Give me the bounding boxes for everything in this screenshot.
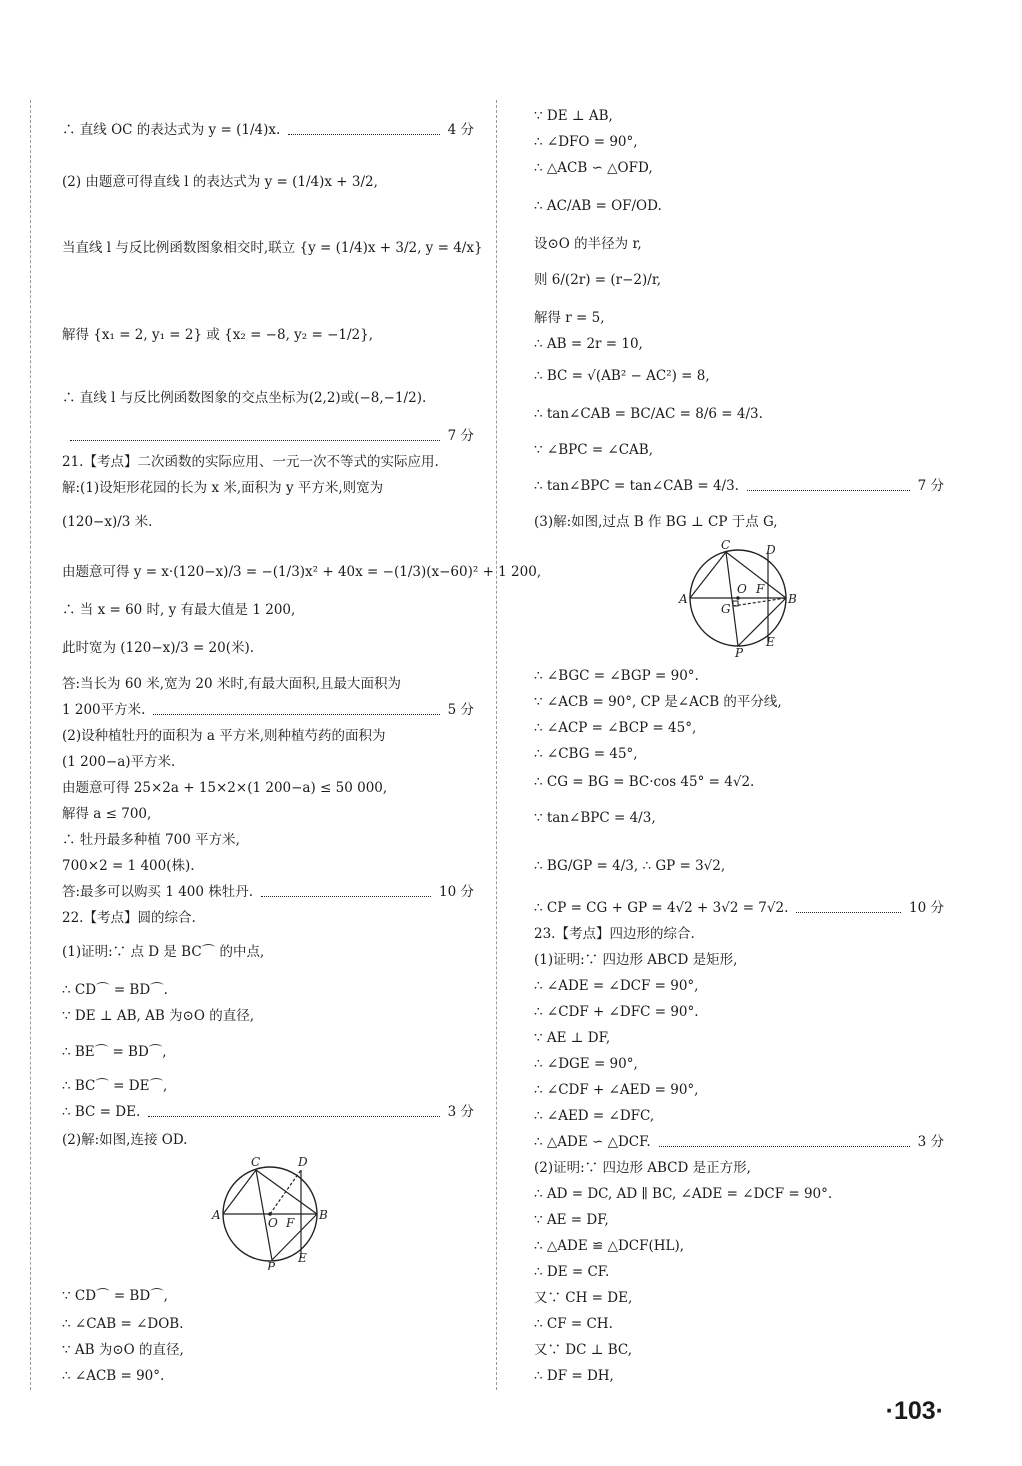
score-label: 5 分 bbox=[447, 702, 474, 718]
left-line-text: 由题意可得 25×2a + 15×2×(1 200−a) ≤ 50 000, bbox=[62, 780, 388, 796]
right-line-text: ∵ AE ⊥ DF, bbox=[534, 1030, 611, 1046]
left-line bbox=[62, 752, 474, 772]
right-line-text: ∴ ∠ACP = ∠BCP = 45°, bbox=[534, 720, 697, 736]
left-line-text: ∵ CD⌒ = BD⌒, bbox=[62, 1288, 168, 1304]
left-line-text: 此时宽为 (120−x)/3 = 20(米). bbox=[62, 640, 255, 656]
right-line bbox=[534, 404, 944, 424]
right-line bbox=[534, 976, 944, 996]
fig1-label-b: B bbox=[319, 1208, 328, 1222]
right-line-text: ∴ ∠DGE = 90°, bbox=[534, 1056, 638, 1072]
left-line bbox=[62, 600, 474, 620]
left-line-text: 解:(1)设矩形花园的长为 x 米,面积为 y 平方米,则宽为 bbox=[62, 480, 384, 496]
right-line bbox=[534, 308, 944, 328]
left-line-text: 答:最多可以购买 1 400 株牡丹. bbox=[62, 884, 254, 900]
right-line bbox=[534, 476, 944, 496]
circle-figure-1 bbox=[210, 1150, 330, 1270]
left-line bbox=[62, 172, 474, 192]
left-line-text: ∴ ∠ACB = 90°. bbox=[62, 1368, 165, 1384]
right-line-text: ∴ CP = CG + GP = 4√2 + 3√2 = 7√2. bbox=[534, 900, 789, 916]
right-line bbox=[534, 924, 944, 944]
left-line bbox=[62, 1286, 474, 1306]
right-line-text: ∴ CG = BG = BC·cos 45° = 4√2. bbox=[534, 774, 755, 790]
score-label: 7 分 bbox=[447, 428, 474, 444]
right-line bbox=[534, 1236, 944, 1256]
dot-leader bbox=[70, 440, 440, 441]
score-label: 3 分 bbox=[447, 1104, 474, 1120]
left-line-text: 解得 {x₁ = 2, y₁ = 2} 或 {x₂ = −8, y₂ = −1/2}, bbox=[62, 327, 374, 343]
right-line bbox=[534, 1262, 944, 1282]
right-line bbox=[534, 1158, 944, 1178]
left-line-text: ∴ BE⌒ = BD⌒, bbox=[62, 1044, 167, 1060]
left-line bbox=[62, 1366, 474, 1386]
left-line-text: (1 200−a)平方米. bbox=[62, 754, 176, 770]
dot-leader bbox=[747, 490, 910, 491]
right-line bbox=[534, 1366, 944, 1386]
left-line-text: 1 200平方米. bbox=[62, 702, 146, 718]
right-line-text: ∵ ∠BPC = ∠CAB, bbox=[534, 442, 654, 458]
right-line bbox=[534, 158, 944, 178]
page-number: ·103· bbox=[885, 1397, 944, 1425]
left-line-text: (2)设种植牡丹的面积为 a 平方米,则种植芍药的面积为 bbox=[62, 728, 386, 744]
circle-figure-2 bbox=[676, 538, 806, 658]
left-line bbox=[62, 562, 542, 582]
right-line bbox=[534, 334, 944, 354]
left-line bbox=[62, 942, 474, 962]
left-line-text: ∵ DE ⊥ AB, AB 为⊙O 的直径, bbox=[62, 1008, 255, 1024]
left-line bbox=[62, 1130, 474, 1150]
dot-leader bbox=[153, 714, 439, 715]
fig1-label-a: A bbox=[212, 1208, 221, 1222]
right-line bbox=[534, 744, 944, 764]
left-line-text: 21.【考点】二次函数的实际应用、一元一次不等式的实际应用. bbox=[62, 454, 439, 470]
right-line-text: ∴ △ADE ≌ △DCF(HL), bbox=[534, 1238, 685, 1254]
right-line-text: ∵ ∠ACB = 90°, CP 是∠ACB 的平分线, bbox=[534, 694, 782, 710]
left-line bbox=[62, 638, 474, 658]
left-line bbox=[62, 1042, 474, 1062]
dot-leader bbox=[288, 134, 439, 135]
right-line-text: ∴ tan∠CAB = BC/AC = 8/6 = 4/3. bbox=[534, 406, 763, 422]
right-line-text: ∴ ∠ADE = ∠DCF = 90°, bbox=[534, 978, 699, 994]
right-line bbox=[534, 1028, 944, 1048]
right-line bbox=[534, 1210, 944, 1230]
right-line bbox=[534, 1054, 944, 1074]
left-line bbox=[62, 830, 474, 850]
right-line-text: ∵ DE ⊥ AB, bbox=[534, 108, 613, 124]
right-line-text: ∴ ∠CDF + ∠AED = 90°, bbox=[534, 1082, 699, 1098]
right-line bbox=[534, 1106, 944, 1126]
right-line-text: ∴ △ACB ∽ △OFD, bbox=[534, 160, 653, 176]
left-line bbox=[62, 120, 474, 140]
right-line bbox=[534, 1288, 944, 1308]
left-line bbox=[62, 1102, 474, 1122]
left-line bbox=[62, 726, 474, 746]
fig1-label-c: C bbox=[251, 1155, 261, 1169]
left-line bbox=[62, 804, 474, 824]
left-line bbox=[62, 674, 474, 694]
left-line bbox=[62, 1314, 474, 1334]
right-line bbox=[534, 898, 944, 918]
left-line bbox=[62, 908, 474, 928]
right-line bbox=[534, 950, 944, 970]
right-line bbox=[534, 440, 944, 460]
column-divider bbox=[496, 100, 497, 1390]
left-line bbox=[62, 882, 474, 902]
score-label: 7 分 bbox=[917, 478, 944, 494]
fig2-label-b: B bbox=[788, 592, 797, 606]
right-line-text: ∴ AD = DC, AD ∥ BC, ∠ADE = ∠DCF = 90°. bbox=[534, 1186, 833, 1202]
right-line bbox=[534, 856, 944, 876]
right-line-text: ∵ AE = DF, bbox=[534, 1212, 609, 1228]
left-line bbox=[62, 388, 474, 408]
score-label: 10 分 bbox=[909, 900, 944, 916]
right-line bbox=[534, 270, 944, 290]
right-line-text: 则 6/(2r) = (r−2)/r, bbox=[534, 272, 662, 288]
right-line bbox=[534, 1002, 944, 1022]
left-line bbox=[62, 325, 474, 345]
left-line-text: ∴ 当 x = 60 时, y 有最大值是 1 200, bbox=[62, 602, 296, 618]
right-line bbox=[534, 808, 944, 828]
left-line bbox=[62, 1006, 474, 1026]
dot-leader bbox=[261, 896, 431, 897]
fig1-label-e: E bbox=[298, 1251, 307, 1265]
score-label: 4 分 bbox=[447, 122, 474, 138]
fig1-label-d: D bbox=[298, 1155, 308, 1169]
right-line-text: ∴ tan∠BPC = tan∠CAB = 4/3. bbox=[534, 478, 739, 494]
right-line-text: 解得 r = 5, bbox=[534, 310, 605, 326]
left-line-text: (2)解:如图,连接 OD. bbox=[62, 1132, 188, 1148]
right-line-text: ∴ ∠CDF + ∠DFC = 90°. bbox=[534, 1004, 699, 1020]
left-line bbox=[62, 478, 474, 498]
right-line-text: ∴ ∠BGC = ∠BGP = 90°. bbox=[534, 668, 699, 684]
right-line-text: ∴ BC = √(AB² − AC²) = 8, bbox=[534, 368, 710, 384]
fig2-label-c: C bbox=[721, 538, 731, 552]
right-line bbox=[534, 512, 944, 532]
right-line bbox=[534, 772, 944, 792]
right-line bbox=[534, 1314, 944, 1334]
right-line-text: ∴ BG/GP = 4/3, ∴ GP = 3√2, bbox=[534, 858, 726, 874]
fig2-label-d: D bbox=[766, 543, 776, 557]
fig1-label-o: O bbox=[268, 1216, 278, 1230]
fig1-label-f: F bbox=[286, 1216, 295, 1230]
left-line bbox=[62, 1076, 474, 1096]
dot-leader bbox=[796, 912, 901, 913]
fig2-label-a: A bbox=[679, 592, 688, 606]
left-line-text: 22.【考点】圆的综合. bbox=[62, 910, 196, 926]
right-line bbox=[534, 718, 944, 738]
left-line-text: ∴ BC = DE. bbox=[62, 1104, 141, 1120]
fig2-label-f: F bbox=[756, 582, 765, 596]
left-line bbox=[62, 700, 474, 720]
left-line-text: (1)证明:∵ 点 D 是 BC⌒ 的中点, bbox=[62, 944, 265, 960]
right-line bbox=[534, 106, 944, 126]
left-line bbox=[62, 452, 474, 472]
right-line-text: ∴ AB = 2r = 10, bbox=[534, 336, 643, 352]
right-line-text: 又∵ DC ⊥ BC, bbox=[534, 1342, 633, 1358]
right-line-text: ∴ ∠CBG = 45°, bbox=[534, 746, 638, 762]
right-line bbox=[534, 1184, 944, 1204]
left-line-text: 由题意可得 y = x·(120−x)/3 = −(1/3)x² + 40x = −(1/3)(x−60)² + 1 200, bbox=[62, 564, 542, 580]
right-line-text: (1)证明:∵ 四边形 ABCD 是矩形, bbox=[534, 952, 738, 968]
right-line-text: ∴ DF = DH, bbox=[534, 1368, 614, 1384]
right-line bbox=[534, 234, 944, 254]
right-line-text: (2)证明:∵ 四边形 ABCD 是正方形, bbox=[534, 1160, 751, 1176]
right-line-text: 23.【考点】四边形的综合. bbox=[534, 926, 695, 942]
right-line bbox=[534, 196, 944, 216]
fig2-label-o: O bbox=[737, 582, 747, 596]
fig1-label-p: P bbox=[267, 1260, 276, 1270]
left-line-text: ∴ CD⌒ = BD⌒. bbox=[62, 982, 168, 998]
right-line bbox=[534, 1132, 944, 1152]
fig2-label-g: G bbox=[721, 602, 731, 616]
right-line-text: ∵ tan∠BPC = 4/3, bbox=[534, 810, 656, 826]
fig2-label-e: E bbox=[766, 635, 775, 649]
right-line-text: ∴ △ADE ∽ △DCF. bbox=[534, 1134, 651, 1150]
left-line-text: ∴ 牡丹最多种植 700 平方米, bbox=[62, 832, 240, 848]
left-line-text: ∴ 直线 l 与反比例函数图象的交点坐标为(2,2)或(−8,−1/2). bbox=[62, 390, 427, 406]
right-line-text: ∴ ∠AED = ∠DFC, bbox=[534, 1108, 655, 1124]
right-line-text: ∴ AC/AB = OF/OD. bbox=[534, 198, 662, 214]
right-line bbox=[534, 692, 944, 712]
right-line bbox=[534, 1340, 944, 1360]
left-line bbox=[62, 1340, 474, 1360]
left-line-text: (120−x)/3 米. bbox=[62, 514, 153, 530]
right-line bbox=[534, 366, 944, 386]
right-line-text: ∴ ∠DFO = 90°, bbox=[534, 134, 638, 150]
left-line bbox=[62, 238, 483, 258]
left-line bbox=[62, 778, 474, 798]
left-line-text: ∵ AB 为⊙O 的直径, bbox=[62, 1342, 184, 1358]
right-line-text: ∴ DE = CF. bbox=[534, 1264, 610, 1280]
dot-leader bbox=[659, 1146, 910, 1147]
left-line-text: ∴ BC⌒ = DE⌒, bbox=[62, 1078, 168, 1094]
right-line-text: 又∵ CH = DE, bbox=[534, 1290, 633, 1306]
left-line-text: 答:当长为 60 米,宽为 20 米时,有最大面积,且最大面积为 bbox=[62, 676, 401, 692]
left-line-text: 当直线 l 与反比例函数图象相交时,联立 {y = (1/4)x + 3/2, y = 4/x} bbox=[62, 240, 483, 256]
left-line-text: ∴ ∠CAB = ∠DOB. bbox=[62, 1316, 184, 1332]
right-line-text: (3)解:如图,过点 B 作 BG ⊥ CP 于点 G, bbox=[534, 514, 778, 530]
score-label: 10 分 bbox=[439, 884, 474, 900]
left-line bbox=[62, 856, 474, 876]
left-line bbox=[62, 980, 474, 1000]
fig2-label-p: P bbox=[735, 646, 744, 658]
right-line-text: 设⊙O 的半径为 r, bbox=[534, 236, 642, 252]
left-line bbox=[62, 512, 474, 532]
left-margin-rule bbox=[30, 100, 31, 1390]
right-line bbox=[534, 1080, 944, 1100]
right-line bbox=[534, 666, 944, 686]
dot-leader bbox=[148, 1116, 439, 1117]
score-label: 3 分 bbox=[917, 1134, 944, 1150]
left-line-text: ∴ 直线 OC 的表达式为 y = (1/4)x. bbox=[62, 122, 281, 138]
right-line bbox=[534, 132, 944, 152]
left-line-text: 解得 a ≤ 700, bbox=[62, 806, 152, 822]
left-line-text: (2) 由题意可得直线 l 的表达式为 y = (1/4)x + 3/2, bbox=[62, 174, 378, 190]
right-line-text: ∴ CF = CH. bbox=[534, 1316, 613, 1332]
left-line-text: 700×2 = 1 400(株). bbox=[62, 858, 195, 874]
